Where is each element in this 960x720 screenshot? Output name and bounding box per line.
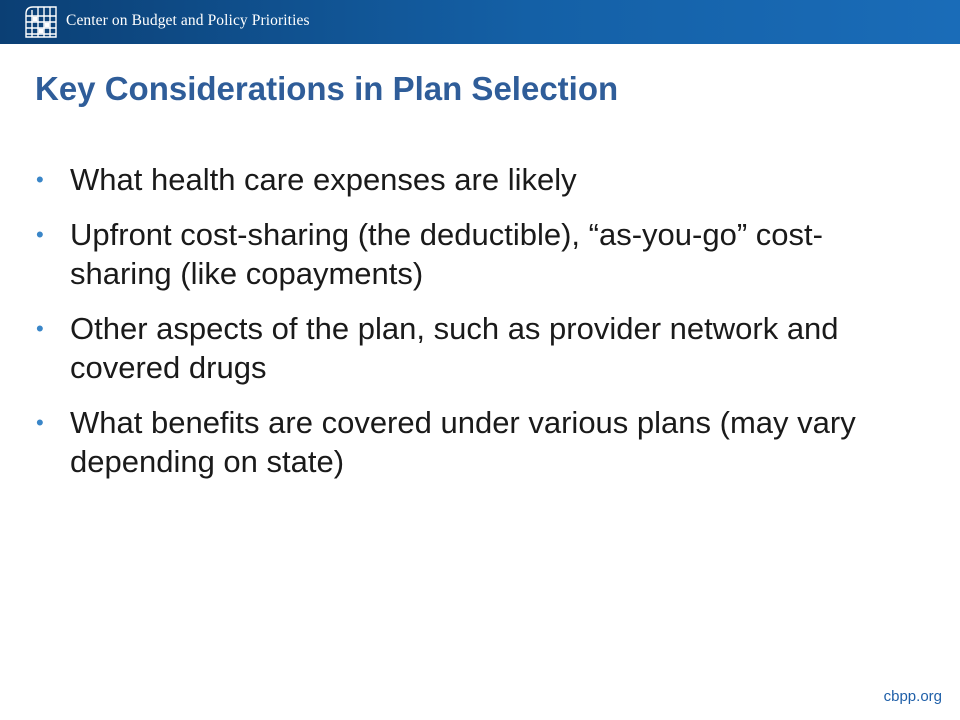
bullet-list [36,160,916,497]
bullet-text: What health care expenses are likely [70,162,577,197]
header-bar [0,0,960,44]
website-link[interactable]: cbpp.org [883,688,942,705]
bullet-dot-icon: • [36,167,44,192]
bullet-dot-icon: • [36,222,44,247]
bullet-item [36,309,916,387]
bullet-text: Upfront cost-sharing (the deductible), “as-you-go” cost-sharing (like copayments) [70,217,823,291]
slide-title: Key Considerations in Plan Selection [35,70,619,107]
bullet-text: What benefits are covered under various plans (may vary depending on state) [70,405,856,479]
bullet-dot-icon: • [36,410,44,435]
bullet-item [36,160,916,199]
cbpp-building-logo-icon [24,4,58,39]
bullet-item [36,403,916,481]
bullet-text: Other aspects of the plan, such as provider network and covered drugs [70,311,839,385]
organization-name: Center on Budget and Policy Priorities [66,12,310,29]
bullet-item [36,215,916,293]
bullet-dot-icon: • [36,316,44,341]
